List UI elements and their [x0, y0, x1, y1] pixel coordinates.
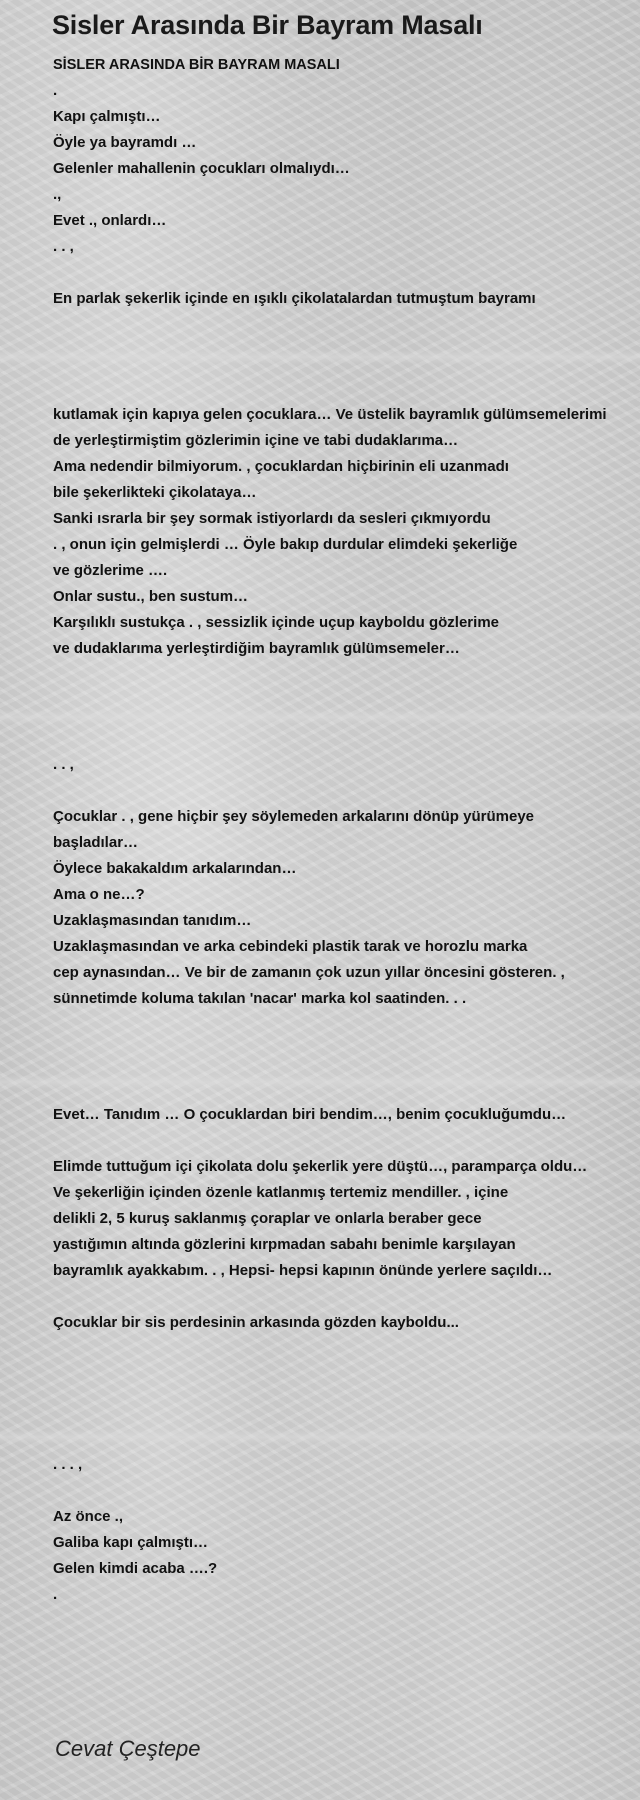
poem-line: Çocuklar bir sis perdesinin arkasında gözden kayboldu...	[53, 1314, 459, 1331]
poem-line: bile şekerlikteki çikolataya…	[53, 484, 257, 501]
poem-line: Elimde tuttuğum içi çikolata dolu şekerlik yere düştü…, paramparça oldu…	[53, 1158, 588, 1175]
poem-line	[53, 260, 640, 286]
poem-line: . . ,	[53, 238, 74, 255]
poem-line: Ve şekerliğin içinden özenle katlanmış tertemiz mendiller. , içine	[53, 1184, 509, 1201]
poem-line: Ama o ne…?	[53, 886, 145, 903]
poem-line: .	[53, 82, 58, 99]
poem-line: Onlar sustu., ben sustum…	[53, 588, 249, 605]
stanza-1	[53, 52, 640, 312]
poem-line: Gelen kimdi acaba ….?	[53, 1560, 218, 1577]
stanza-2	[53, 402, 640, 662]
poem-line: Evet ., onlardı…	[53, 212, 167, 229]
poem-line: bayramlık ayakkabım. . , Hepsi- hepsi kapının önünde yerlere saçıldı…	[53, 1262, 553, 1279]
stanza-4	[53, 1102, 640, 1336]
poem-line: Ama nedendir bilmiyorum. , çocuklardan hiçbirinin eli uzanmadı	[53, 458, 509, 475]
poem-line: Karşılıklı sustukça . , sessizlik içinde uçup kayboldu gözlerime	[53, 614, 499, 631]
poem-line: Öylece bakakaldım arkalarından…	[53, 860, 297, 877]
stanza-gap	[53, 662, 640, 752]
poem-line	[53, 1478, 640, 1504]
poem-line: ve gözlerime ….	[53, 562, 168, 579]
poem-line: .	[53, 1586, 58, 1603]
poem-line	[53, 1128, 640, 1154]
poem-line: Sanki ısrarla bir şey sormak istiyorlardı da sesleri çıkmıyordu	[53, 510, 491, 527]
poem-line: Galiba kapı çalmıştı…	[53, 1534, 209, 1551]
poem-line: delikli 2, 5 kuruş saklanmış çoraplar ve onlarla beraber gece	[53, 1210, 482, 1227]
poem-line: Gelenler mahallenin çocukları olmalıydı…	[53, 160, 350, 177]
poem-line	[53, 1284, 640, 1310]
poem-line: başladılar…	[53, 834, 139, 851]
stanza-5	[53, 1452, 640, 1608]
poem-line: En parlak şekerlik içinde en ışıklı çikolatalardan tutmuştum bayramı	[53, 290, 536, 307]
poem-line: . . ,	[53, 756, 74, 773]
poem-line	[53, 778, 640, 804]
poem-line: .,	[53, 186, 62, 203]
poem-line: kutlamak için kapıya gelen çocuklara… Ve üstelik bayramlık gülümsemelerimi	[53, 406, 607, 423]
poem-heading: SİSLER ARASINDA BİR BAYRAM MASALI	[53, 57, 340, 73]
stanza-gap	[53, 312, 640, 402]
poem-line: cep aynasından… Ve bir de zamanın çok uzun yıllar öncesini gösteren. ,	[53, 964, 565, 981]
poem-line: Uzaklaşmasından tanıdım…	[53, 912, 252, 929]
stanza-gap	[53, 1336, 640, 1452]
stanza-gap	[53, 1012, 640, 1102]
poem-line: . , onun için gelmişlerdi … Öyle bakıp durdular elimdeki şekerliğe	[53, 536, 518, 553]
poem-title: Sisler Arasında Bir Bayram Masalı	[52, 10, 483, 40]
poem-line: sünnetimde koluma takılan 'nacar' marka kol saatinden. . .	[53, 990, 467, 1007]
poem-line: Öyle ya bayramdı …	[53, 134, 197, 151]
poem-body	[53, 52, 640, 1608]
poem-line: Evet… Tanıdım … O çocuklardan biri bendim…, benim çocukluğumdu…	[53, 1106, 567, 1123]
poem-line: Kapı çalmıştı…	[53, 108, 161, 125]
poem-line: yastığımın altında gözlerini kırpmadan sabahı benimle karşılayan	[53, 1236, 516, 1253]
poem-line: Uzaklaşmasından ve arka cebindeki plastik tarak ve horozlu marka	[53, 938, 528, 955]
poem-line: Az önce .,	[53, 1508, 124, 1525]
poem-line: . . . ,	[53, 1456, 83, 1473]
author-name: Cevat Çeştepe	[55, 1736, 201, 1761]
poem-line: Çocuklar . , gene hiçbir şey söylemeden arkalarını dönüp yürümeye	[53, 808, 535, 825]
poem-line: ve dudaklarıma yerleştirdiğim bayramlık gülümsemeler…	[53, 640, 460, 657]
stanza-3	[53, 752, 640, 1012]
poem-line: de yerleştirmiştim gözlerimin içine ve tabi dudaklarıma…	[53, 432, 459, 449]
